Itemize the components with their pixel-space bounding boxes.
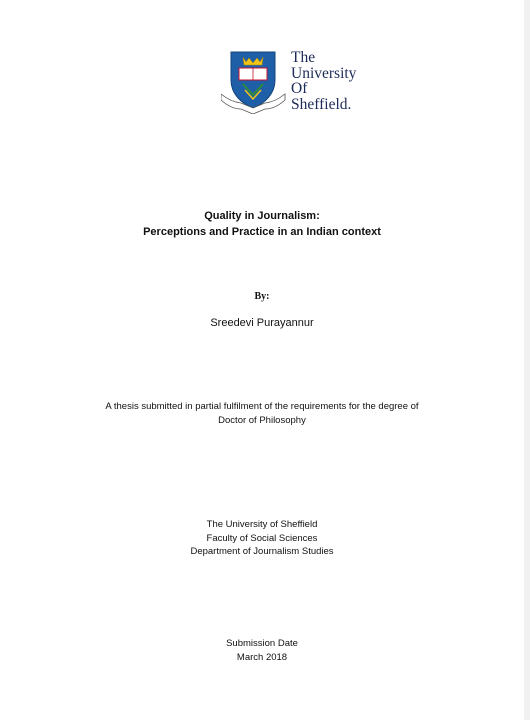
university-logo: [221, 48, 371, 120]
degree-statement: [0, 400, 524, 427]
submission-date: March 2018: [236, 651, 288, 663]
logo-word-sheffield: Sheffield.: [291, 95, 352, 113]
affiliation-faculty: Faculty of Social Sciences: [206, 532, 318, 544]
thesis-title-line-1: Quality in Journalism:: [204, 210, 320, 222]
submission-block: [0, 637, 524, 664]
submission-label: Submission Date: [226, 638, 298, 649]
affiliation-block: [0, 518, 524, 559]
affiliation-university: The University of Sheffield: [206, 519, 318, 530]
thesis-title-line-2: Perceptions and Practice in an Indian context: [143, 226, 381, 238]
logo-word-of: Of: [291, 80, 308, 98]
by-label: By:: [254, 291, 270, 302]
degree-statement-line-1: A thesis submitted in partial fulfilment of the requirements for the degree of: [105, 401, 419, 412]
scrollbar-track[interactable]: [524, 0, 530, 720]
degree-statement-line-2: Doctor of Philosophy: [218, 414, 306, 426]
affiliation-department: Department of Journalism Studies: [190, 546, 334, 557]
thesis-title: [0, 208, 524, 240]
author-name: Sreedevi Purayannur: [210, 317, 314, 329]
university-crest-icon: [221, 48, 287, 114]
logo-word-university: University: [291, 64, 357, 82]
logo-word-the: The: [291, 49, 316, 66]
logo-wordmark: [291, 50, 356, 112]
